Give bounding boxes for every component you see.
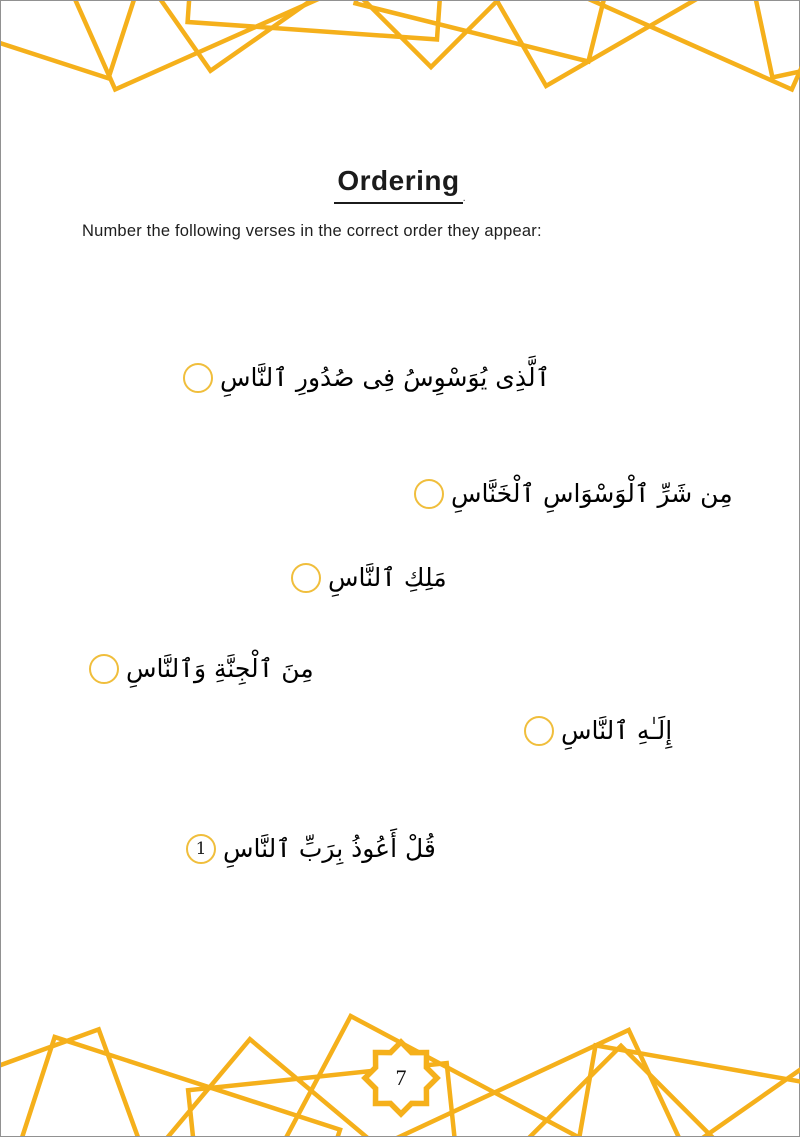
verse-text: إِلَـٰهِ ٱلنَّاسِ: [561, 715, 673, 745]
verse-row: [291, 556, 447, 600]
verse-row: [414, 472, 733, 516]
order-circle[interactable]: [291, 563, 321, 593]
order-circle[interactable]: [524, 716, 554, 746]
verse-text: مَلِكِ ٱلنَّاسِ: [328, 562, 447, 592]
instruction-text: Number the following verses in the correct order they appear:: [82, 222, 542, 240]
order-circle[interactable]: 1: [186, 834, 216, 864]
verse-text: قُلْ أَعُوذُ بِرَبِّ ٱلنَّاسِ: [223, 833, 436, 863]
verse-text: مِنَ ٱلْجِنَّةِ وَٱلنَّاسِ: [126, 653, 314, 683]
top-geometric-pattern: [1, 1, 800, 151]
verse-text: ٱلَّذِى يُوَسْوِسُ فِى صُدُورِ ٱلنَّاسِ: [220, 362, 551, 392]
order-circle[interactable]: [414, 479, 444, 509]
order-circle[interactable]: [183, 363, 213, 393]
verse-row: [183, 356, 550, 400]
page-title: [1, 165, 799, 204]
verse-text: مِن شَرِّ ٱلْوَسْوَاسِ ٱلْخَنَّاسِ: [451, 478, 733, 508]
page-title-text: Ordering: [334, 165, 462, 204]
page-title-period: .: [462, 192, 466, 204]
page-number-star: [358, 1035, 444, 1121]
verse-row: [89, 647, 314, 691]
order-circle[interactable]: [89, 654, 119, 684]
verse-row: [186, 827, 436, 871]
verse-row: [524, 709, 672, 753]
page-number: 7: [395, 1065, 407, 1090]
